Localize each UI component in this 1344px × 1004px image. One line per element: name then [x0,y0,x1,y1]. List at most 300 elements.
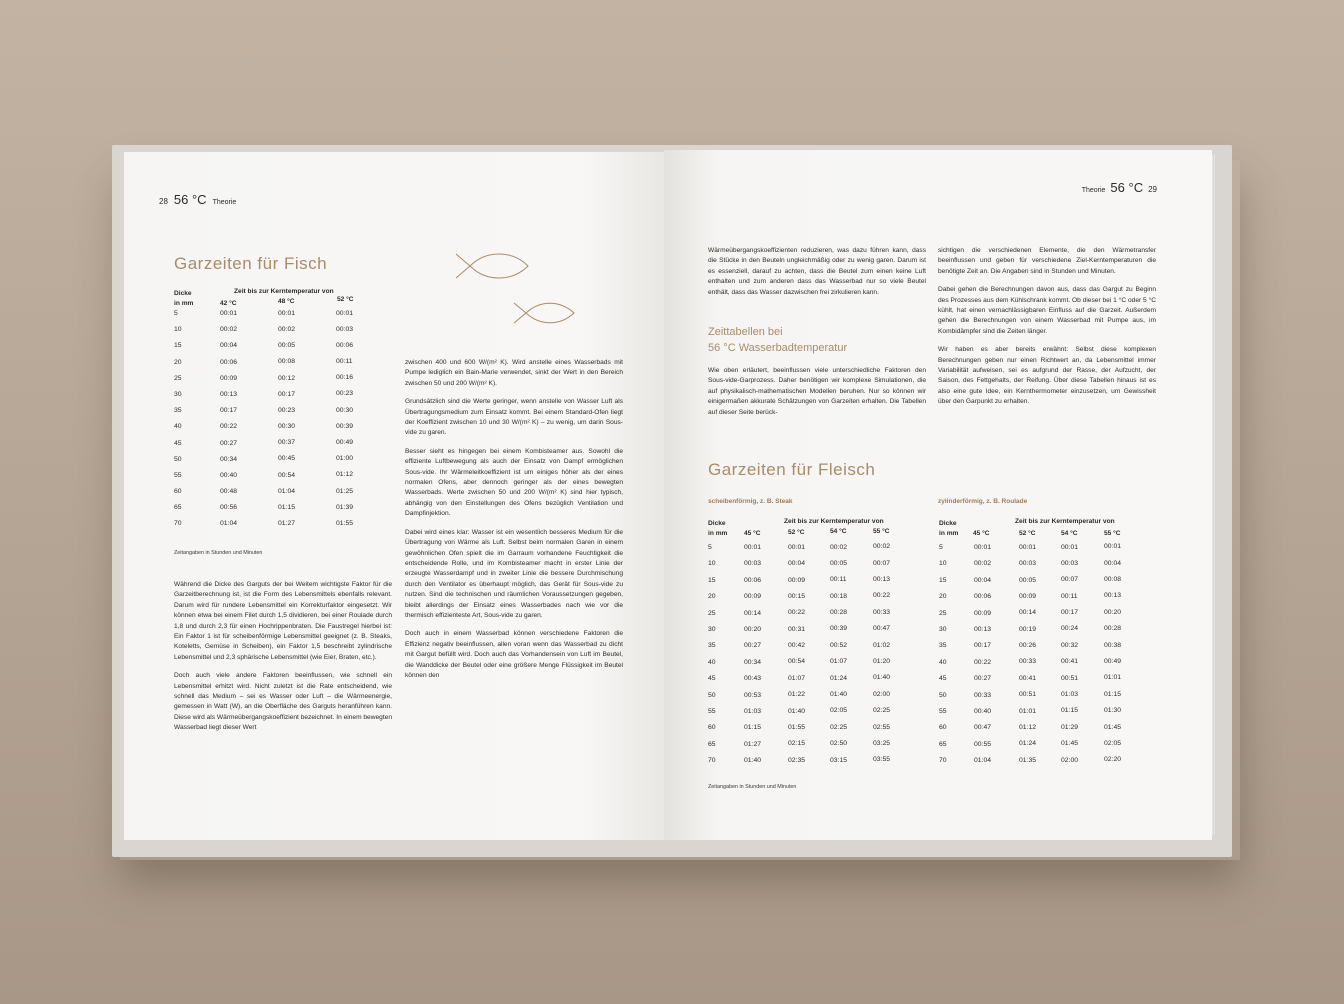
steak-table [708,518,918,773]
col-thickness-unit: in mm [174,300,194,307]
time-cell: 00:05 [278,342,296,350]
time-cell: 03:25 [873,739,891,747]
thickness-cell: 55 [708,707,716,715]
time-cell: 00:06 [974,593,992,601]
table-row [174,359,364,375]
time-cell: 00:40 [974,707,992,715]
time-cell: 01:27 [744,740,762,748]
thickness-cell: 50 [708,691,716,699]
time-cell: 01:45 [1061,740,1079,748]
time-cell: 00:34 [744,658,762,666]
time-cell: 00:17 [974,642,992,650]
table-row [708,577,918,593]
table-row [174,407,364,423]
col-thickness-unit: in mm [708,530,728,537]
group-header: Zeit bis zur Kerntemperatur von [784,518,884,525]
time-cell: 00:03 [1019,560,1037,568]
group-header: Zeit bis zur Kerntemperatur von [234,288,334,295]
time-cell: 00:13 [974,625,992,633]
thickness-cell: 50 [174,455,182,463]
thickness-cell: 20 [708,593,716,601]
time-cell: 00:02 [220,326,238,334]
time-cell: 03:55 [873,756,891,764]
page-number: 28 [159,197,168,206]
time-cell: 00:20 [744,625,762,633]
time-cell: 00:01 [220,310,238,317]
header-temperature: 56 °C [173,192,207,207]
time-cell: 02:55 [873,723,891,731]
table-row [708,544,918,560]
time-cell: 00:04 [1104,559,1122,567]
time-cell: 00:49 [336,439,354,446]
thickness-cell: 45 [939,675,947,683]
time-cell: 00:01 [974,544,992,551]
time-cell: 01:40 [788,707,806,715]
fish-title: Garzeiten für Fisch [174,254,328,273]
thickness-cell: 70 [708,757,716,765]
time-cell: 00:52 [830,641,848,649]
time-cell: 00:11 [830,576,847,584]
table-row [174,488,364,504]
time-cell: 00:02 [873,543,891,551]
time-cell: 00:01 [1104,543,1122,551]
paragraph: zwischen 400 und 600 W/(m² K). Wird anstelle eines Wasserbads mit Pumpe lediglich ein Bain-Marie verwendet, sinkt der Wert in den Bereich zwischen 50 und 200 W/(m² K). [405,359,623,387]
time-cell: 01:24 [1019,740,1037,748]
time-cell: 01:29 [1061,723,1079,731]
time-cell: 01:25 [336,487,354,495]
temp-header: 52 °C [337,296,354,303]
left-column-1 [174,580,392,742]
fish-icon [446,248,536,284]
time-cell: 00:05 [1019,576,1037,584]
time-cell: 00:08 [278,358,296,366]
thickness-cell: 45 [708,675,716,683]
thickness-cell: 30 [174,390,182,398]
time-cell: 00:48 [220,488,238,496]
time-cell: 00:18 [830,592,848,600]
time-cell: 01:24 [830,674,848,682]
thickness-cell: 40 [939,658,947,666]
subtitle-line: 56 °C Wasserbadtemperatur [708,342,848,354]
time-cell: 01:39 [336,503,354,511]
thickness-cell: 40 [174,423,182,431]
thickness-cell: 20 [939,593,947,601]
time-cell: 01:15 [1061,707,1079,715]
group-header: Zeit bis zur Kerntemperatur von [1015,518,1115,525]
table-row [174,456,364,472]
time-cell: 00:47 [873,625,891,633]
time-cell: 00:30 [278,423,296,431]
right-column-1-body: Wie oben erläutert, beeinflussen viele unterschiedliche Faktoren den Sous-vide-Garprozess. Daher benötigen wir komplexe Simulationen, die auf physikalisch-mathematischen Modellen beruhen. Nur so können wir einigermaßen akkurate Schätzungen von Garzeiten erhalten. Die Tabellen auf dieser Seite berück- [708,367,926,416]
roulade-table [939,518,1149,773]
time-cell: 01:40 [744,757,762,765]
paragraph: Doch auch viele andere Faktoren beeinflussen, wie schnell ein Lebensmittel erhitzt wird. Nicht zuletzt ist die Rate entscheidend, wie schnell das Medium – sei es Wasser oder Luft – die Wärmeenergie, gemessen in Watt (W), an die Oberfläche des Garguts heranführen kann. Diese wird als Wärmeübergangskoeffizient bezeichnet. In einem bewegten Wasserbad liegt dieser Wert [174,672,392,732]
thickness-cell: 60 [174,488,182,496]
table-row [174,375,364,391]
table-row [174,440,364,456]
table-row [708,626,918,642]
table-row [708,610,918,626]
time-cell: 00:01 [744,544,762,551]
table-row [939,642,1149,658]
time-cell: 00:28 [1104,625,1122,633]
thickness-cell: 65 [708,740,716,748]
time-cell: 02:05 [830,707,848,715]
time-cell: 00:05 [830,559,848,567]
time-cell: 00:03 [1061,559,1079,567]
col-thickness-header: Dicke [939,520,957,527]
table-row [939,544,1149,560]
time-cell: 01:12 [336,471,354,479]
col-thickness-header: Dicke [708,520,726,527]
thickness-cell: 30 [708,625,716,633]
thickness-cell: 65 [939,740,947,748]
fish-rows [174,310,364,537]
time-cell: 01:04 [220,520,238,528]
time-cell: 01:22 [788,691,806,699]
time-cell: 00:01 [1061,543,1079,551]
thickness-cell: 60 [708,724,716,732]
time-cell: 03:15 [830,756,848,764]
temp-header: 52 °C [1019,530,1036,537]
paragraph: Dabei wird eines klar: Wasser ist ein wesentlich besseres Medium für die Übertragung von Wärme als Luft. Selbst beim normalen Garen in einem gewöhnlichen Ofen spielt die im Garraum vorhandene Feuchtigkeit die entscheidende Rolle, und im Kombisteamer macht in erster Linie der erzeugte Wasserdampf und in zweiter Linie die bessere Durchmischung durch den Ventilator es überhaupt möglich, das Gerät für Sous-vide zu nutzen. Sind die technischen und räumlichen Voraussetzungen gegeben, bleibt allerdings der Einsatz eines Wasserbades nach wie vor die thermisch effizienteste Art, Sous-vide zu garen. [405,528,623,619]
temp-header: 54 °C [1061,530,1078,537]
table-row [939,708,1149,724]
left-running-header [159,192,236,207]
time-cell: 00:27 [974,675,992,683]
steak-label: scheibenförmig, z. B. Steak [708,498,793,505]
paragraph: Während die Dicke des Garguts der bei Weitem wichtigste Faktor für die Garzeitberechnung ist, ist die Form des Lebensmittels ebenfalls relevant. Darum wird für rundere Lebensmittel ein Korrekturfaktor eingesetzt. Wir können etwa bei einem Filet durch 1,5 dividieren, bei einer Roulade durch 1,8 und durch 2,3 für einen Hochrippenbraten. Die Faustregel hierbei ist: Ein Faktor 1 ist für scheibenförmige Lebensmittel geeignet (z. B. Steaks, Koteletts, Gemüse in Scheiben), ein Faktor 1,5 beschreibt zylindrische Lebensmittel und 2,3 sphärische Lebensmittel (wie Eier, Braten, etc.). [174,581,392,661]
thickness-cell: 65 [174,504,182,512]
table-row [174,520,364,536]
thickness-cell: 5 [174,310,178,317]
time-cell: 01:30 [1104,707,1122,715]
time-cell: 00:38 [1104,641,1122,649]
time-cell: 00:56 [220,504,238,512]
time-cell: 00:11 [1061,592,1078,600]
time-cell: 00:24 [1061,625,1079,633]
time-cell: 00:20 [1104,608,1122,616]
time-cell: 02:25 [830,723,848,731]
thickness-cell: 25 [174,374,182,382]
time-cell: 00:02 [830,543,848,551]
time-cell: 00:45 [278,455,296,463]
time-cell: 00:23 [336,390,354,398]
time-cell: 00:13 [1104,592,1122,600]
time-cell: 02:25 [873,707,891,715]
time-cell: 00:33 [974,691,992,699]
time-cell: 00:55 [974,740,992,748]
thickness-cell: 70 [939,757,947,765]
time-cell: 01:40 [873,674,891,682]
time-cell: 00:54 [788,658,806,666]
time-cell: 00:09 [744,593,762,601]
time-cell: 00:09 [220,374,238,382]
thickness-cell: 15 [174,342,182,350]
time-cell: 00:07 [873,559,891,567]
right-page [664,150,1212,840]
header-section: Theorie [212,199,237,206]
time-cell: 01:04 [278,487,296,495]
thickness-cell: 10 [174,326,182,334]
paragraph: Doch auch in einem Wasserbad können verschiedene Faktoren die Effizienz negativ beeinflussen, allen voran wenn das Wasserbad zu dicht mit Gargut befüllt wird. Doch auch das Vorhandensein von Luft im Beutel, die Wanddicke der Beutel oder eine größere Menge Flüssigkeit im Beutel können den [405,630,623,679]
subtitle-line: Zeittabellen bei [708,326,783,338]
table-row [174,472,364,488]
table-row [939,577,1149,593]
paragraph: Wir haben es aber bereits erwähnt: Selbst diese komplexen Berechnungen geben nur einen Richtwert an, da Lebensmittel immer Variabilität aufweisen, sei es aufgrund der Rasse, der Aufzucht, der Saison, des Fettgehalts, der Reifung. Über diese Tabellen hinaus ist es also eine gute Idee, ein Kernthermometer einzusetzen, um Gewissheit über den Garpunkt zu erhalten. [938,346,1156,406]
time-cell: 00:19 [1019,625,1037,633]
time-cell: 00:43 [744,675,762,683]
right-running-header [1082,180,1157,195]
time-cell: 00:14 [744,609,762,617]
time-cell: 00:22 [873,592,891,600]
table-row [174,423,364,439]
left-page [124,152,664,840]
paragraph: Grundsätzlich sind die Werte geringer, wenn anstelle von Wasser Luft als Übertragungsmedium zum Einsatz kommt. Bei einem Standard-Ofen liegt der Koeffizient zwischen 10 und 30 W/(m² K) – zu wenig, um darin Sous-vide zu garen. [405,398,623,437]
time-cell: 02:15 [788,740,806,748]
time-cell: 00:17 [1061,609,1079,617]
time-cell: 00:09 [974,609,992,617]
time-cell: 01:40 [830,691,848,699]
time-cell: 01:12 [1019,724,1037,732]
steak-rows [708,544,918,773]
meat-title: Garzeiten für Fleisch [708,460,876,479]
time-cell: 01:55 [336,519,354,527]
time-cell: 00:13 [873,576,891,584]
temp-header: 52 °C [788,529,805,536]
time-cell: 00:39 [336,422,354,430]
time-cell: 01:20 [873,657,891,665]
page-number: 29 [1148,185,1157,194]
table-row [174,342,364,358]
time-cell: 01:03 [744,707,762,715]
time-cell: 01:02 [873,641,891,649]
time-cell: 01:03 [1061,691,1079,699]
time-cell: 00:33 [873,608,891,616]
header-temperature: 56 °C [1110,180,1144,195]
time-cell: 02:05 [1104,739,1122,747]
time-cell: 00:02 [278,325,296,333]
table-row [708,692,918,708]
col-thickness-unit: in mm [939,530,959,537]
time-cell: 00:53 [744,691,762,699]
time-cell: 01:07 [788,674,806,682]
table-row [939,626,1149,642]
time-cell: 00:06 [220,358,238,366]
temp-header: 48 °C [278,298,295,305]
roulade-label: zylinderförmig, z. B. Roulade [938,498,1028,505]
thickness-cell: 70 [174,520,182,528]
thickness-cell: 30 [939,625,947,633]
time-cell: 01:01 [1104,674,1122,682]
left-column-2 [405,358,623,689]
thickness-cell: 55 [939,707,947,715]
table-row [708,593,918,609]
time-cell: 00:54 [278,471,296,479]
paragraph: Dabei gehen die Berechnungen davon aus, dass das Gargut zu Beginn des Prozesses aus dem Kühlschrank kommt. Ob dieser bei 1 °C oder 5 °C kühlt, hat einen vernachlässigbaren Einfluss auf die Garzeit. Außerdem gehen die Berechnungen von einem Wasserbad mit Pumpe aus, im Kombidämpfer sind die Zeiten länger. [938,286,1156,335]
table-row [708,757,918,773]
thickness-cell: 50 [939,691,947,699]
thickness-cell: 15 [708,576,716,584]
time-cell: 00:17 [278,390,296,398]
table-subtitle [708,324,847,356]
time-cell: 00:15 [788,592,806,600]
time-cell: 00:04 [974,576,992,584]
time-cell: 00:49 [1104,657,1122,665]
table-row [708,741,918,757]
thickness-cell: 35 [174,407,182,415]
fish-caption: Zeitangaben in Stunden und Minuten [174,550,263,556]
thickness-cell: 25 [708,609,716,617]
paragraph: sichtigen die verschiedenen Elemente, die den Wärmetransfer beeinflussen und geben für verschiedene Ziel-Kerntemperaturen die benötigte Zeit an. Die Angaben sind in Stunden und Minuten. [938,247,1156,275]
time-cell: 00:37 [278,439,296,447]
time-cell: 00:33 [1019,658,1037,666]
time-cell: 00:11 [336,358,353,366]
table-row [174,504,364,520]
time-cell: 02:00 [1061,756,1079,764]
time-cell: 00:17 [220,407,238,415]
time-cell: 00:09 [788,576,806,584]
time-cell: 00:04 [220,342,238,350]
thickness-cell: 5 [708,544,712,551]
time-cell: 00:06 [336,341,354,349]
table-row [939,659,1149,675]
time-cell: 00:23 [278,406,296,414]
time-cell: 00:02 [974,560,992,568]
temp-header: 45 °C [744,530,761,537]
table-row [174,391,364,407]
thickness-cell: 20 [174,358,182,366]
table-row [708,642,918,658]
table-row [708,675,918,691]
time-cell: 00:01 [1019,543,1037,551]
thickness-cell: 15 [939,576,947,584]
time-cell: 00:27 [220,439,238,447]
time-cell: 02:20 [1104,756,1122,764]
thickness-cell: 45 [174,439,182,447]
time-cell: 00:32 [1061,641,1079,649]
time-cell: 00:40 [220,471,238,479]
table-row [939,757,1149,773]
time-cell: 00:47 [974,724,992,732]
temp-header: 55 °C [1104,530,1121,537]
temp-header: 55 °C [873,528,890,535]
time-cell: 01:01 [1019,707,1037,715]
time-cell: 00:22 [220,423,238,431]
time-cell: 00:22 [974,658,992,666]
time-cell: 00:16 [336,374,354,382]
table-row [939,675,1149,691]
time-cell: 01:45 [1104,723,1122,731]
time-cell: 00:08 [1104,576,1122,584]
time-cell: 00:39 [830,625,848,633]
table-row [939,560,1149,576]
thickness-cell: 25 [939,609,947,617]
time-cell: 01:15 [1104,690,1122,698]
temp-header: 54 °C [830,528,847,535]
time-cell: 00:41 [1061,658,1079,666]
time-cell: 00:01 [336,309,354,317]
time-cell: 01:15 [278,504,296,511]
right-column-2 [938,246,1156,416]
fish-table [174,288,364,537]
thickness-cell: 60 [939,724,947,732]
right-column-1-intro: Wärmeübergangskoeffizienten reduzieren, was dazu führen kann, dass die Stücke in den Beuteln ungleichmäßig oder zu wenig garen. Darum ist es essenziell, darauf zu achten, dass die Beutel zum einen keine Luft enthalten und zum anderen dass das Wasserbad nur so viele Beutel enthält, dass das Wasser dazwischen frei zirkulieren kann. [708,247,926,296]
time-cell: 01:35 [1019,756,1037,764]
time-cell: 00:03 [336,325,354,333]
time-cell: 01:00 [336,455,354,463]
time-cell: 00:06 [744,576,762,584]
time-cell: 01:15 [744,724,762,732]
time-cell: 00:42 [788,642,806,650]
time-cell: 00:01 [278,309,296,317]
time-cell: 00:12 [278,374,296,382]
temp-header: 42 °C [220,300,237,307]
time-cell: 00:51 [1019,691,1037,699]
thickness-cell: 10 [939,560,947,568]
time-cell: 00:07 [1061,576,1079,584]
time-cell: 01:27 [278,520,296,528]
header-section: Theorie [1081,187,1106,194]
time-cell: 02:00 [873,690,891,698]
time-cell: 00:01 [788,543,806,551]
time-cell: 00:31 [788,625,806,633]
table-row [708,560,918,576]
time-cell: 00:14 [1019,609,1037,617]
time-cell: 00:26 [1019,642,1037,650]
time-cell: 00:51 [1061,674,1079,682]
time-cell: 00:09 [1019,592,1037,600]
time-cell: 00:34 [220,455,238,463]
col-thickness-header: Dicke [174,290,192,297]
time-cell: 01:04 [974,757,992,765]
table-row [174,310,364,326]
thickness-cell: 35 [708,642,716,650]
paragraph: Besser sieht es hingegen bei einem Kombisteamer aus. Sowohl die effiziente Luftbewegung als auch der Einsatz von Dampf ermöglichen Sous-vide. Ihr Wärmeleitkoeffizient ist um einiges höher als der eines normalen Ofens, aber dennoch geringer als der eines bewegten Wasserbads. Werte zwischen 50 und 200 W/(m² K) sind hier typisch, abhängig von den Einstellungen des Ofens bezüglich Ventilation und Dampfinjektion. [405,447,623,518]
time-cell: 00:13 [220,390,238,398]
time-cell: 02:35 [788,756,806,764]
fish-icon [512,298,578,328]
time-cell: 01:55 [788,724,806,732]
time-cell: 00:04 [788,560,806,568]
thickness-cell: 35 [939,642,947,650]
time-cell: 00:03 [744,560,762,568]
thickness-cell: 55 [174,471,182,479]
temp-header: 45 °C [973,530,990,537]
meat-caption: Zeitangaben in Stunden und Minuten [708,784,797,790]
time-cell: 00:41 [1019,674,1037,682]
table-row [708,659,918,675]
table-row [939,724,1149,740]
time-cell: 01:07 [830,658,848,666]
thickness-cell: 10 [708,560,716,568]
time-cell: 00:28 [830,609,848,617]
table-row [708,724,918,740]
table-row [174,326,364,342]
time-cell: 00:22 [788,609,806,617]
roulade-rows [939,544,1149,773]
time-cell: 02:50 [830,740,848,748]
time-cell: 00:30 [336,406,354,414]
table-row [708,708,918,724]
thickness-cell: 5 [939,544,943,551]
time-cell: 00:27 [744,642,762,650]
table-row [939,593,1149,609]
table-row [939,741,1149,757]
table-row [939,692,1149,708]
table-row [939,610,1149,626]
thickness-cell: 40 [708,658,716,666]
